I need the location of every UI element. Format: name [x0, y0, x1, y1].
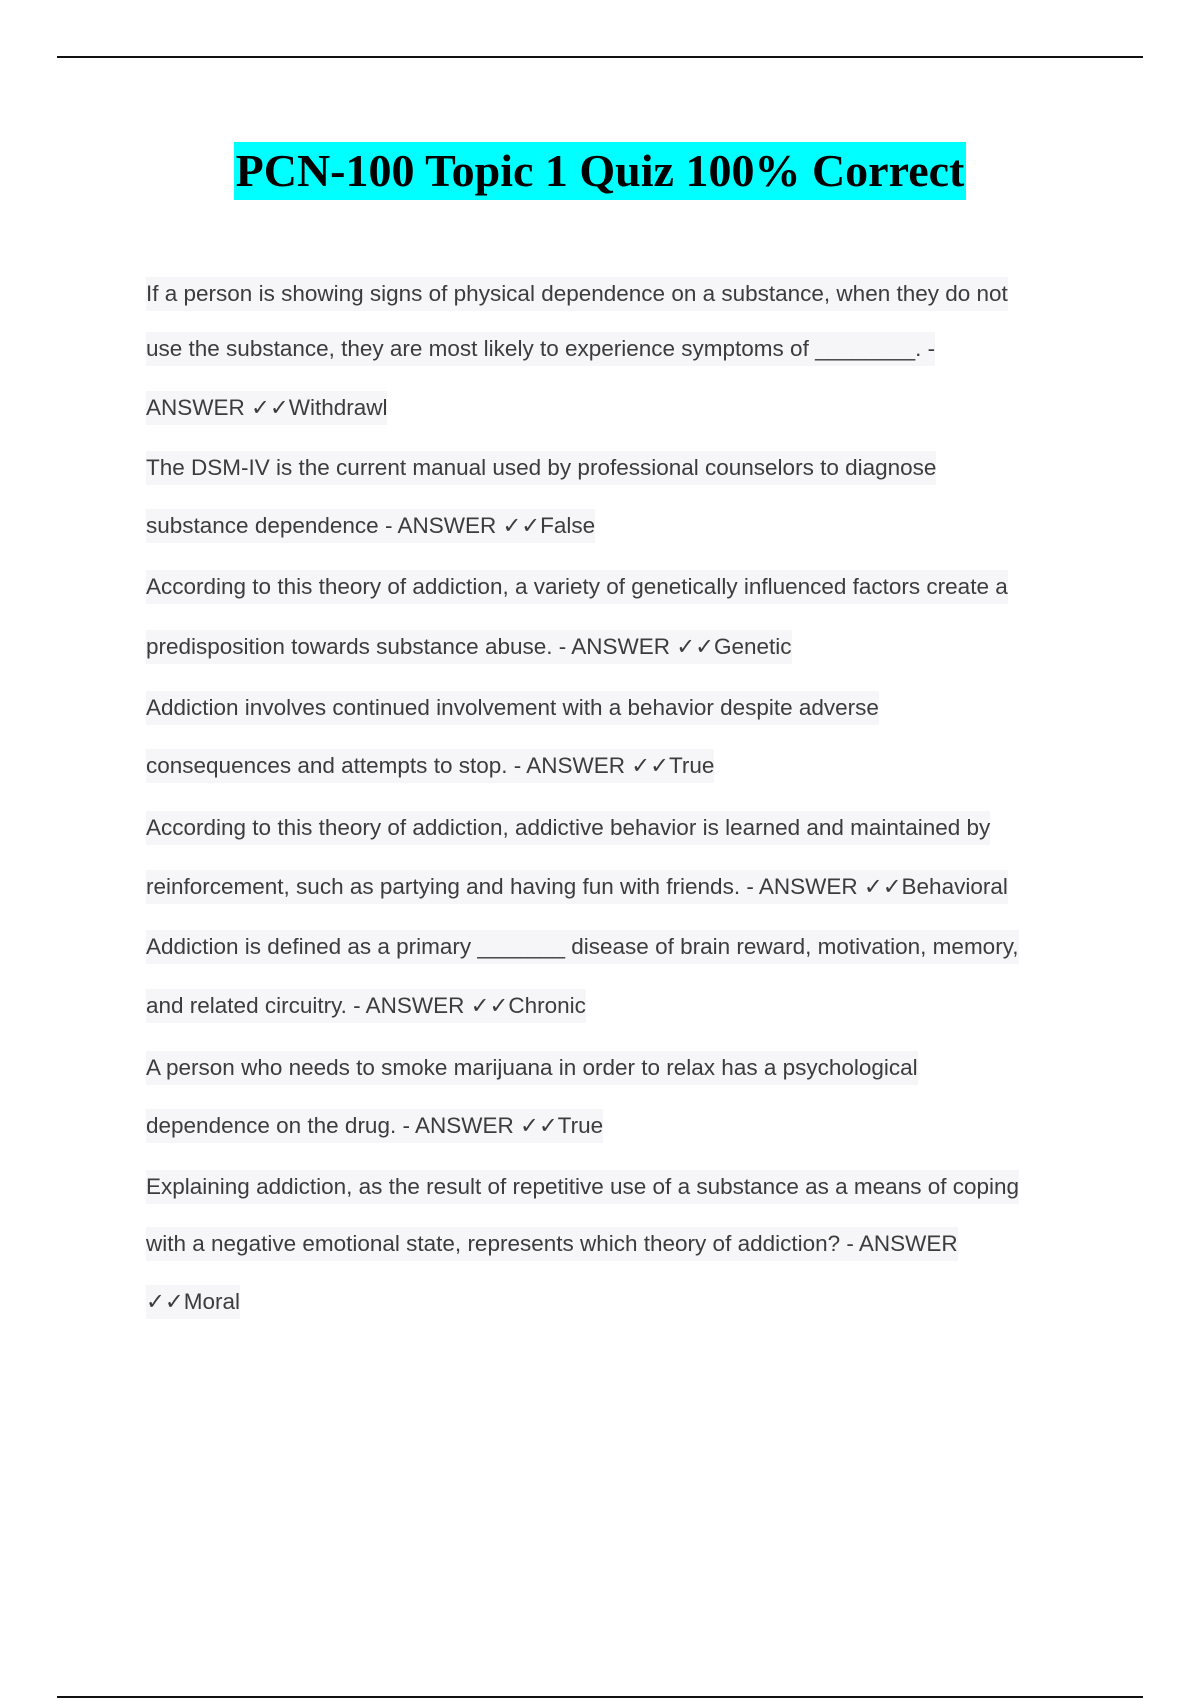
qa-1-line-2: use the substance, they are most likely to experience symptoms of ________. -	[146, 332, 935, 366]
qa-3-line-2: predisposition towards substance abuse. - ANSWER ✓✓Genetic	[146, 630, 792, 664]
document-title: PCN-100 Topic 1 Quiz 100% Correct	[234, 142, 967, 200]
qa-1-line-1: If a person is showing signs of physical dependence on a substance, when they do not	[146, 277, 1008, 311]
qa-7-line-2: dependence on the drug. - ANSWER ✓✓True	[146, 1109, 603, 1143]
qa-7-line-1: A person who needs to smoke marijuana in order to relax has a psychological	[146, 1051, 918, 1085]
qa-6-line-1: Addiction is defined as a primary _______ disease of brain reward, motivation, memory,	[146, 930, 1019, 964]
qa-6-line-2: and related circuitry. - ANSWER ✓✓Chronic	[146, 989, 586, 1023]
title-block	[0, 142, 1200, 200]
qa-5-line-1: According to this theory of addiction, addictive behavior is learned and maintained by	[146, 811, 990, 845]
qa-8-line-3: ✓✓Moral	[146, 1285, 240, 1319]
qa-4-line-2: consequences and attempts to stop. - ANSWER ✓✓True	[146, 749, 714, 783]
qa-2-line-1: The DSM-IV is the current manual used by professional counselors to diagnose	[146, 451, 936, 485]
qa-1-line-3: ANSWER ✓✓Withdrawl	[146, 391, 387, 425]
footer-rule	[57, 1696, 1143, 1698]
qa-4-line-1: Addiction involves continued involvement with a behavior despite adverse	[146, 691, 879, 725]
qa-5-line-2: reinforcement, such as partying and having fun with friends. - ANSWER ✓✓Behavioral	[146, 870, 1008, 904]
qa-8-line-1: Explaining addiction, as the result of repetitive use of a substance as a means of coping	[146, 1170, 1019, 1204]
qa-3-line-1: According to this theory of addiction, a variety of genetically influenced factors create a	[146, 570, 1008, 604]
qa-8-line-2: with a negative emotional state, represents which theory of addiction? - ANSWER	[146, 1227, 958, 1261]
qa-2-line-2: substance dependence - ANSWER ✓✓False	[146, 509, 595, 543]
header-rule	[57, 56, 1143, 58]
